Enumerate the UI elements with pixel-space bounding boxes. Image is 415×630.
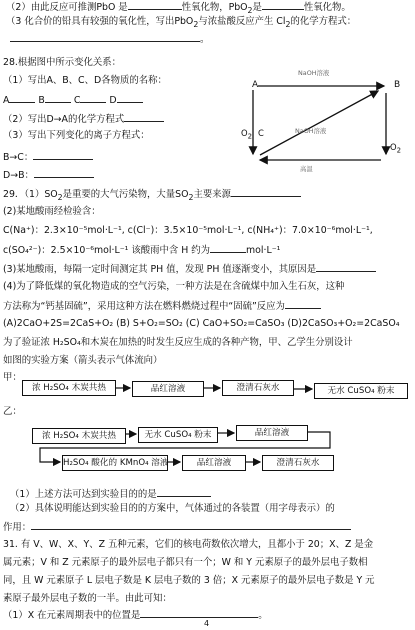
q28-names-row: A B C D <box>3 93 143 107</box>
q28-title: 28.根据图中所示变化关系： <box>3 57 122 68</box>
jia-box-2: 品红溶液 <box>132 381 204 397</box>
jia-box-1: 浓 H₂SO₄ 木炭共热 <box>22 380 116 396</box>
q30-q1: （1）上述方法可达到实验目的的是 <box>10 487 211 501</box>
yi-box-6: 澄清石灰水 <box>262 455 334 471</box>
q31-p1: 31. 有 V、W、X、Y、Z 五种元素，它们的核电荷数依次增大，且都小于 20；X、Z 是金 <box>3 539 374 550</box>
q31-p4: 素原子最外层电子数的一半。由此可知： <box>3 593 172 604</box>
q29-p4a: (4)为了降低煤的氧化物造成的空气污染，一种方法是在含硫煤中加入生石灰，这种 <box>3 281 345 292</box>
page-number: 4 <box>204 619 210 628</box>
q28-p1: （1）写出A、B、C、D各物质的名称： <box>3 75 167 86</box>
q30-p1: 如图的实验方案（箭头表示气体流向） <box>3 355 163 366</box>
node-d-o2: $O_2$ <box>390 142 402 155</box>
q28-b-c: B→C： <box>3 150 93 164</box>
yi-box-1: 浓 H₂SO₄ 木炭共热 <box>32 428 126 444</box>
q28-d-b: D→B： <box>3 168 94 182</box>
q31-p3: 同，且 W 元素原子 L 层电子数是 K 层电子数的 3 倍；X 元素原子的最外层电子数是 Y 元 <box>3 575 375 586</box>
q30-jia-label: 甲： <box>3 372 22 383</box>
node-c: C <box>258 128 264 138</box>
q29-ions2: c(SO₄²⁻)：2.5×10⁻⁶mol·L⁻¹ 该酸雨中含 H 约为 mol·L⁻¹ <box>3 245 281 256</box>
q29-p3: (3)某地酸雨，每隔一定时间测定其 PH 值，发现 PH 值逐渐变小，其原因是 <box>3 262 376 276</box>
q30-yi-label: 乙： <box>3 406 22 417</box>
node-b: B <box>394 80 401 90</box>
q29-ions: C(Na⁺)：2.3×10⁻⁵mol·L⁻¹, c(Cl⁻)：3.5×10⁻⁵mol·L⁻¹, c(NH₄⁺)：7.0×10⁻⁶mol·L⁻¹, <box>3 225 373 236</box>
q29-p1: 29．$(1)SO_2$是重要的大气污染物，大量$SO_2$主要来源 <box>3 187 301 204</box>
q31-p5: （1）X 在元素周期表中的位置是 。 <box>3 610 268 621</box>
q28-p2: （2）写出D→A的化学方程式 <box>3 112 164 126</box>
reagent-top: NaOH溶液 <box>298 69 330 77</box>
q27-line2: （2）由此反应可推测PbO 是 性氧化物，PbO$_2$是 性氧化物。 <box>6 2 351 15</box>
q30-q2: （2）具体说明能达到实验目的的方案中，气体通过的各装置（用字母表示）的 <box>10 503 335 514</box>
q29-p2: (2)某地酸雨经检验含： <box>3 206 101 217</box>
q30-p0: 为了验证浓 H₂SO₄和木炭在加热的时发生反应生成的各种产物，甲、乙学生分别设计 <box>3 337 353 348</box>
q27-answer-line: 。 <box>10 32 209 46</box>
yi-box-5: 品红溶液 <box>182 455 246 471</box>
yi-box-4: H₂SO₄ 酸化的 KMnO₄ 溶液 <box>62 455 168 471</box>
q29-options: (A)2CaO+2S=2CaS+O₂ (B) S+O₂=SO₂ (C) CaO+SO₂=CaSO₃ (D)2CaSO₃+O₂=2CaSO₄ <box>3 318 400 329</box>
reagent-diag: NaOH溶液 <box>295 127 327 135</box>
jia-box-3: 澄清石灰水 <box>222 380 294 396</box>
reagent-bottom: 高温 <box>300 165 313 173</box>
q30-q2b: 作用： <box>3 520 351 534</box>
node-a: A <box>252 80 259 90</box>
q27-line3: （3 化合价的铅具有较强的氧化性，写出PbO$_2$与浓盐酸反应产生 $Cl_2$的化学方程式： <box>6 16 357 29</box>
q31-p2: 属元素；V 和 Z 元素原子的最外层电子都只有一个；W 和 Y 元素原子的最外层电子数相 <box>3 557 368 568</box>
yi-box-3: 品红溶液 <box>236 425 308 441</box>
q29-p4b: 方法称为“钙基固硫”，采用这种方法在燃料燃烧过程中“固硫”反应为 <box>3 299 321 313</box>
jia-box-4: 无水 CuSO₄ 粉末 <box>314 383 408 399</box>
q28-p3: （3）写出下列变化的离子方程式： <box>3 130 150 141</box>
yi-box-2: 无水 CuSO₄ 粉末 <box>138 427 218 443</box>
o2-left: $O_2$ <box>241 128 253 141</box>
